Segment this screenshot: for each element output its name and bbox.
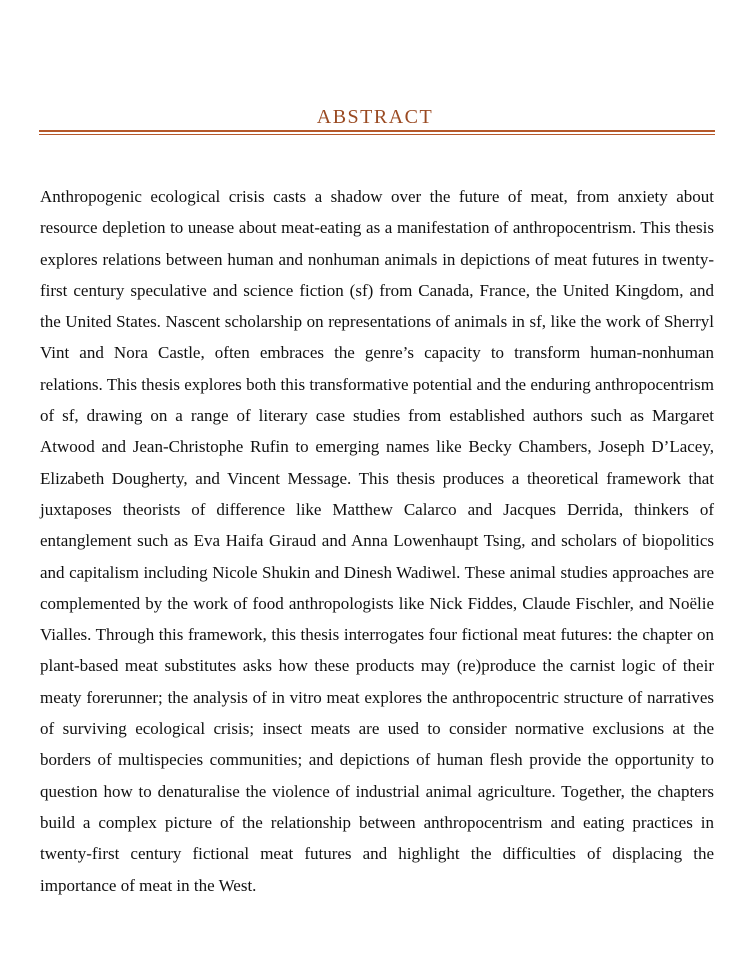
heading-rule-thick — [39, 130, 715, 132]
abstract-paragraph: Anthropogenic ecological crisis casts a shadow over the future of meat, from anxiety about resource depletion to unease about meat-eating as a manifestation of anthropocentrism. This thesis explores relations between human and nonhuman animals in depictions of meat futures in twenty-first century speculative and science fiction (sf) from Canada, France, the United Kingdom, and the United States. Nascent scholarship on representations of animals in sf, like the work of Sherryl Vint and Nora Castle, often embraces the genre’s capacity to transform human-nonhuman relations. This thesis explores both this transformative potential and the enduring anthropocentrism of sf, drawing on a range of literary case studies from established authors such as Margaret Atwood and Jean-Christophe Rufin to emerging names like Becky Chambers, Joseph D’Lacey, Elizabeth Dougherty, and Vincent Message. This thesis produces a theoretical framework that juxtaposes theorists of difference like Matthew Calarco and Jacques Derrida, thinkers of entanglement such as Eva Haifa Giraud and Anna Lowenhaupt Tsing, and scholars of biopolitics and capitalism including Nicole Shukin and Dinesh Wadiwel. These animal studies approaches are complemented by the work of food anthropologists like Nick Fiddes, Claude Fischler, and Noëlie Vialles. Through this framework, this thesis interrogates four fictional meat futures: the chapter on plant-based meat substitutes asks how these products may (re)produce the carnist logic of their meaty forerunner; the analysis of in vitro meat explores the anthropocentric structure of narratives of surviving ecological crisis; insect meats are used to consider normative exclusions at the borders of multispecies communities; and depictions of human flesh provide the opportunity to question how to denaturalise the violence of industrial animal agriculture. Together, the chapters build a complex picture of the relationship between anthropocentrism and eating practices in twenty-first century fictional meat futures and highlight the difficulties of displacing the importance of meat in the West. — [40, 187, 714, 895]
heading-rule-thin — [39, 134, 715, 135]
abstract-heading: ABSTRACT — [316, 106, 434, 128]
